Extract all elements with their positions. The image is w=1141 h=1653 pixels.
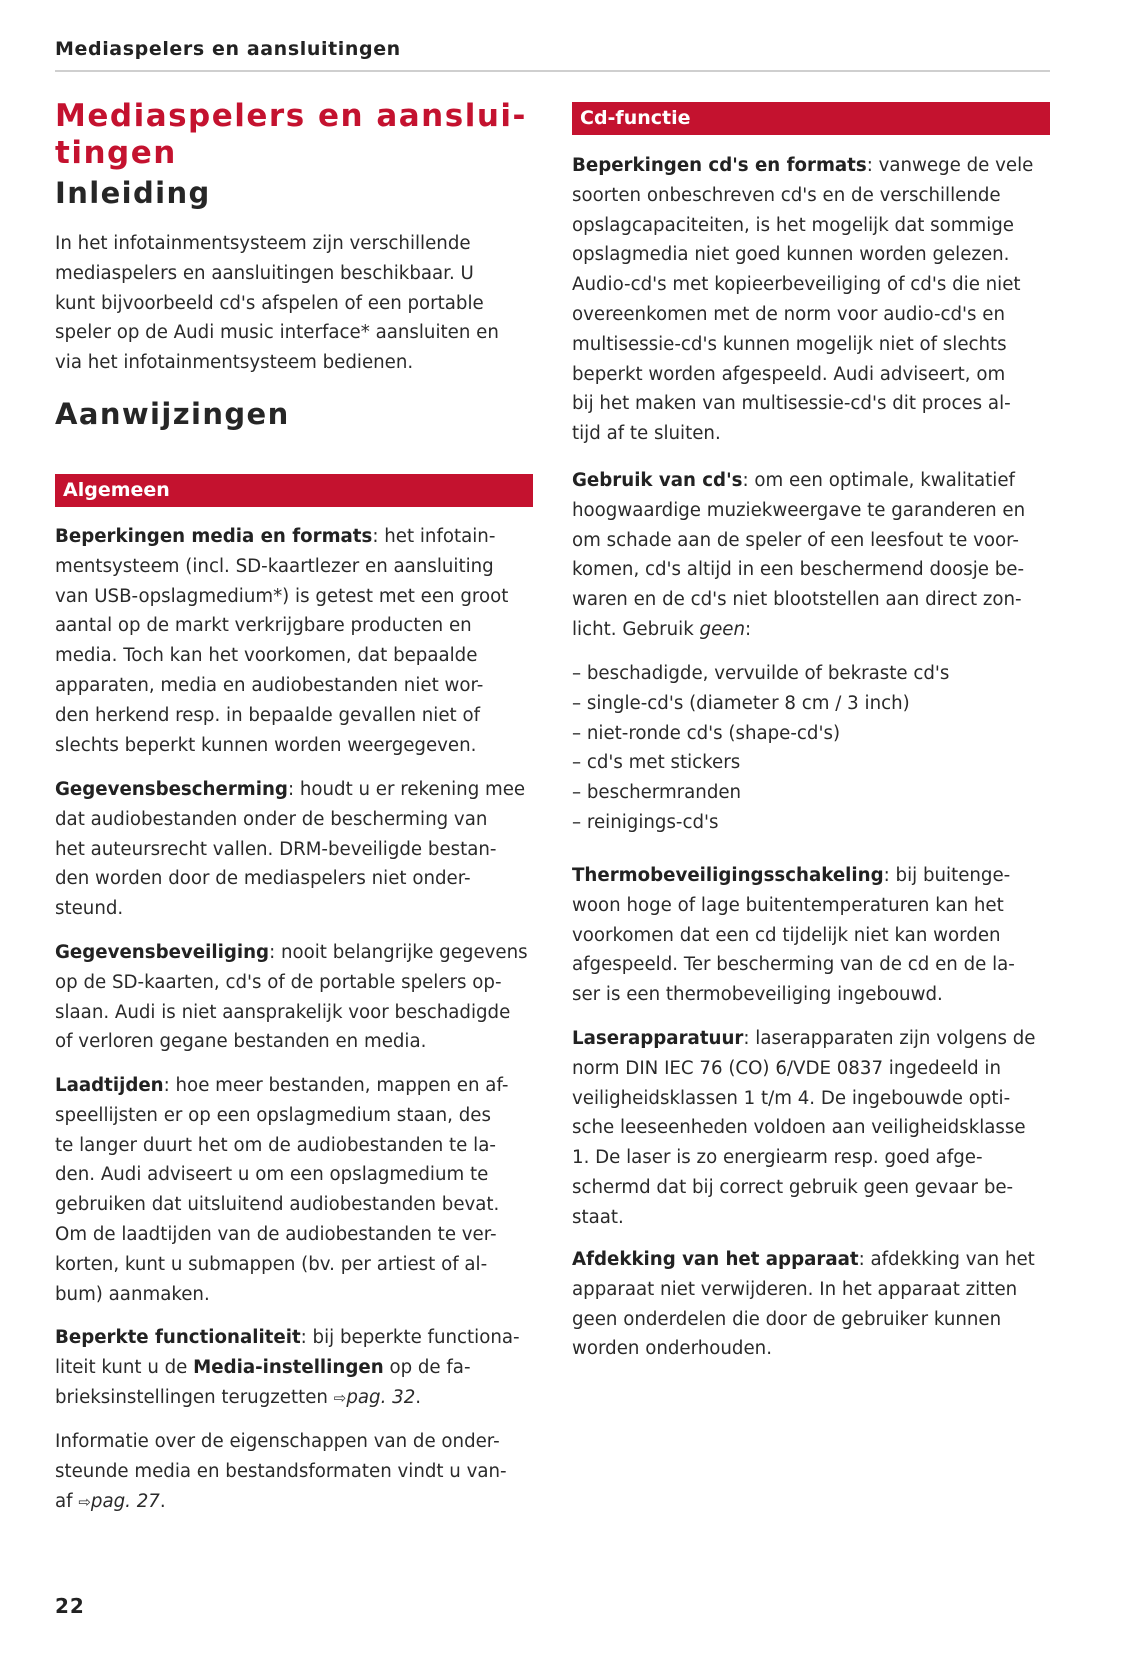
header-divider	[55, 70, 1050, 72]
term: Thermobeveiligingsschakeling	[572, 865, 884, 886]
arrow-right-icon: ⇨	[78, 1492, 91, 1511]
section-bar-cd-functie: Cd-functie	[572, 102, 1050, 135]
term: Afdekking van het apparaat	[572, 1249, 859, 1270]
list-item: – niet-ronde cd's (shape-cd's)	[572, 722, 841, 744]
paragraph-media-formats: Beperkingen media en formats: het infotain- mentsysteem (incl. SD-kaartlezer en aansluiting van USB-opslagmedium*) is getest met een groot aantal op de markt verkrijgbare producten en media. Toch kan het voorkomen, dat bepaalde apparaten, media en audiobestanden niet wor- den herkend resp. in bepaalde gevallen niet of slechts beperkt kunnen worden weergegeven.	[55, 526, 509, 756]
term: Beperkingen media en formats	[55, 526, 373, 547]
paragraph-device-cover: Afdekking van het apparaat: afdekking van het apparaat niet verwijderen. In het apparaat zitten geen onderdelen die door de gebruiker kunnen worden onderhouden.	[572, 1249, 1035, 1360]
page-number: 22	[55, 1594, 85, 1618]
term: Gegevensbescherming	[55, 779, 288, 800]
list-item: – beschermranden	[572, 782, 742, 804]
term: Gegevensbeveiliging	[55, 942, 270, 963]
intro-paragraph: In het infotainmentsysteem zijn verschillende mediaspelers en aansluitingen beschikbaar. U kunt bijvoorbeeld cd's afspelen of een portable speler op de Audi music interface* aansluiten en via het infotainmentsysteem bedienen.	[55, 233, 499, 374]
paragraph-thermal-protection: Thermobeveiligingsschakeling: bij buitenge- woon hoge of lage buitentemperaturen kan het voorkomen dat een cd tijdelijk niet kan worden afgespeeld. Ter bescherming van de cd en de la- ser is een thermobeveiliging ingebouwd.	[572, 865, 1015, 1006]
paragraph-loading-times: Laadtijden: hoe meer bestanden, mappen en af- speellijsten er op een opslagmedium staan, des te langer duurt het om de audiobestanden te la- den. Audi adviseert u om een opslagmedium te gebruiken dat uitsluitend audiobestanden bevat. Om de laadtijden van de audiobestanden te ver- korten, kunt u submappen (bv. per artiest of al- bum) aanmaken.	[55, 1075, 509, 1305]
arrow-right-icon: ⇨	[333, 1388, 347, 1407]
list-item: – beschadigde, vervuilde of bekraste cd's	[572, 663, 950, 684]
term: Laadtijden	[55, 1075, 164, 1096]
chapter-title	[55, 98, 533, 172]
list-item: – reinigings-cd's	[572, 811, 719, 833]
paragraph-data-protection: Gegevensbescherming: houdt u er rekening mee dat audiobestanden onder de bescherming van het auteursrecht vallen. DRM-beveiligde bestan- den worden door de mediaspelers niet onder- steund.	[55, 779, 526, 920]
page-reference-link[interactable]: pag. 27	[90, 1490, 160, 1512]
term: Beperkingen cd's en formats	[572, 155, 867, 176]
notes-heading: Aanwijzingen	[55, 397, 290, 431]
paragraph-info: Informatie over de eigenschappen van de onder- steunde media en bestandsformaten vindt u van- af ⇨pag. 27.	[55, 1431, 507, 1512]
chapter-title-line: tingen	[55, 135, 177, 171]
term: Laserapparatuur	[572, 1028, 744, 1049]
page-reference-link[interactable]: pag. 32	[346, 1386, 416, 1408]
paragraph-data-security: Gegevensbeveiliging: nooit belangrijke gegevens op de SD-kaarten, cd's of de portable spelers op- slaan. Audi is niet aansprakelijk voor beschadigde of verloren gegane bestanden en media.	[55, 942, 528, 1053]
paragraph-cd-formats: Beperkingen cd's en formats: vanwege de vele soorten onbeschreven cd's en de verschillende opslagcapaciteiten, is het mogelijk dat sommige opslagmedia niet goed kunnen worden gelezen. Audio-cd's met kopieerbeveiliging of cd's die niet overeenkomen met de norm voor audio-cd's en multisessie-cd's kunnen mogelijk niet of slechts beperkt worden afgespeeld. Audi adviseert, om bij het maken van multisessie-cd's dit proces al- tijd af te sluiten.	[572, 155, 1034, 445]
section-bar-algemeen: Algemeen	[55, 474, 533, 507]
paragraph-laser: Laserapparatuur: laserapparaten zijn volgens de norm DIN IEC 76 (CO) 6/VDE 0837 ingedeeld in veiligheidsklassen 1 t/m 4. De ingebouwde opti- sche leeseenheden voldoen aan veiligheidsklasse 1. De laser is zo energiearm resp. goed afge- schermd dat bij correct gebruik geen gevaar be- staat.	[572, 1028, 1036, 1228]
paragraph-cd-use: Gebruik van cd's: om een optimale, kwalitatief hoogwaardige muziekweergave te garanderen en om schade aan de speler of een leesfout te voor- komen, cd's altijd in een beschermend doosje be- waren en de cd's niet blootstellen aan direct zon- licht. Gebruik geen:	[572, 470, 1026, 640]
list-item: – cd's met stickers	[572, 752, 741, 774]
term: Gebruik van cd's	[572, 470, 743, 491]
media-settings-label: Media-instellingen	[193, 1356, 384, 1378]
list-item: – single-cd's (diameter 8 cm / 3 inch)	[572, 692, 910, 714]
dont-use-list	[572, 659, 1050, 838]
chapter-title-line: Mediaspelers en aanslui-	[55, 98, 527, 134]
paragraph-limited-functionality: Beperkte functionaliteit: bij beperkte functiona- liteit kunt u de Media-instellingen op de fa- brieksinstellingen terugzetten ⇨pag. 32.	[55, 1327, 520, 1408]
intro-heading: Inleiding	[55, 176, 211, 210]
running-head: Mediaspelers en aansluitingen	[55, 38, 401, 60]
term: Beperkte functionaliteit	[55, 1327, 301, 1348]
